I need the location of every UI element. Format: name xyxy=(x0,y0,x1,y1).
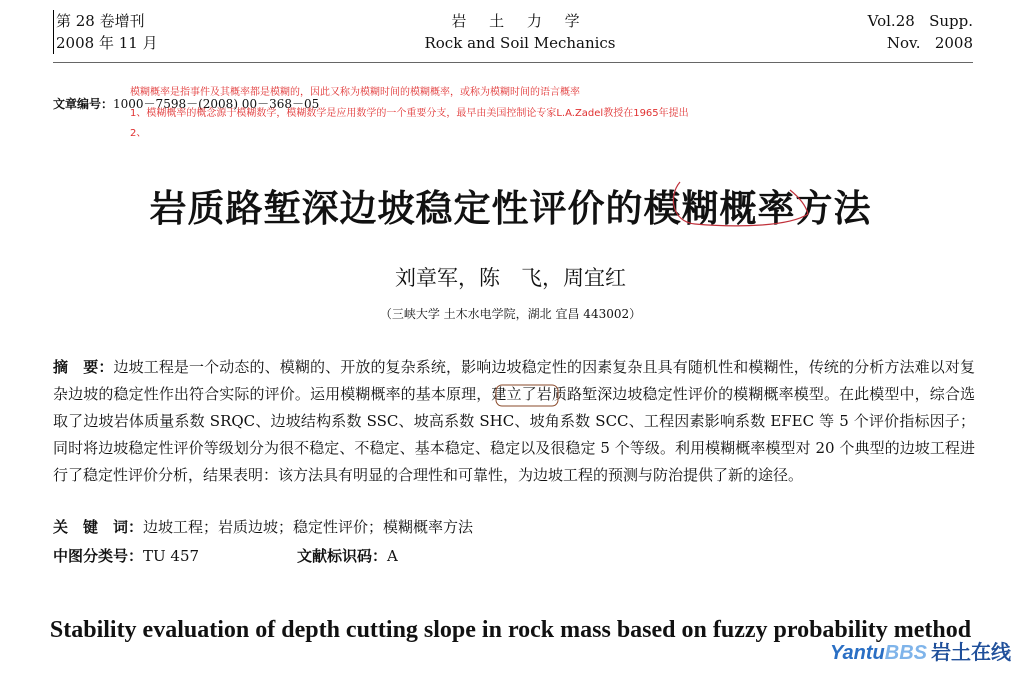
keywords xyxy=(53,516,473,537)
keywords-value: 边坡工程；岩质边坡；稳定性评价；模糊概率方法 xyxy=(143,518,474,536)
journal-name xyxy=(380,10,660,54)
site-watermark-logo xyxy=(830,636,1011,665)
paper-title: 岩质路堑深边坡稳定性评价的模糊概率方法 xyxy=(149,187,872,230)
journal-issue xyxy=(53,10,158,54)
month-year: Nov. 2008 xyxy=(886,34,973,52)
journal-date-cn: 2008 年 11 月 xyxy=(56,34,158,52)
annotation-note-2: 1、模糊概率的概念源于模糊数学，模糊数学是应用数学的一个重要分支，最早由美国控制论专家L.A.Zadel教授在1965年提出 xyxy=(130,108,689,119)
watermark-part-b: BBS xyxy=(884,642,927,664)
journal-name-cn: 岩 土 力 学 xyxy=(451,12,589,30)
classification-label: 中图分类号： xyxy=(53,547,144,565)
document-code xyxy=(297,545,398,566)
abstract-label: 摘 要： xyxy=(53,358,114,376)
abstract xyxy=(53,354,975,489)
journal-volume-cn: 第 28 卷增刊 xyxy=(56,12,145,30)
document-code-value: A xyxy=(387,547,398,565)
watermark-part-c: 岩土在线 xyxy=(931,642,1011,664)
document-code-label: 文献标识码： xyxy=(297,547,388,565)
article-number-label: 文章编号： xyxy=(53,97,114,111)
annotation-note-1: 模糊概率是指事件及其概率都是模糊的，因此又称为模糊时间的模糊概率，或称为模糊时间的语言概率 xyxy=(130,87,580,98)
classification-number xyxy=(53,545,199,566)
header-rule xyxy=(53,62,973,63)
article-number-value: 1000－7598－(2008) 00－368－05 xyxy=(113,97,320,111)
classification-value: TU 457 xyxy=(143,547,200,565)
volume-supp: Vol.28 Supp. xyxy=(867,12,973,30)
abstract-text: 边坡工程是一个动态的、模糊的、开放的复杂系统，影响边坡稳定性的因素复杂且具有随机性和模糊性，传统的分析方法难以对复杂边坡的稳定性作出符合实际的评价。运用模糊概率的基本原理，建立了岩质路堑深边坡稳定性评价的模糊概率模型。在此模型中，综合选取了边坡岩体质量系数 SRQC、边坡结构系数 SSC、坡高系数 SHC、坡角系数 SCC、工程因素影响系数 EFEC 等 5 个评价指标因子；同时将边坡稳定性评价等级划分为很不稳定、不稳定、基本稳定、稳定以及很稳定 5 个等级。利用模糊概率模型对 20 个典型的边坡工程进行了稳定性评价分析，结果表明：该方法具有明显的合理性和可靠性，为边坡工程的预测与防治提供了新的途径。 xyxy=(53,358,975,484)
watermark-part-a: Yantu xyxy=(829,642,885,664)
paper-authors: 刘章军，陈 飞，周宜红 xyxy=(395,266,626,290)
author-affiliation: （三峡大学 土木水电学院，湖北 宜昌 443002） xyxy=(379,307,642,321)
english-title: Stability evaluation of depth cutting slope in rock mass based on fuzzy probability method xyxy=(49,617,972,643)
keywords-label: 关 键 词： xyxy=(53,518,144,536)
journal-volume-en xyxy=(868,10,973,54)
journal-name-en: Rock and Soil Mechanics xyxy=(424,34,616,52)
annotation-note-3: 2、 xyxy=(130,128,147,139)
